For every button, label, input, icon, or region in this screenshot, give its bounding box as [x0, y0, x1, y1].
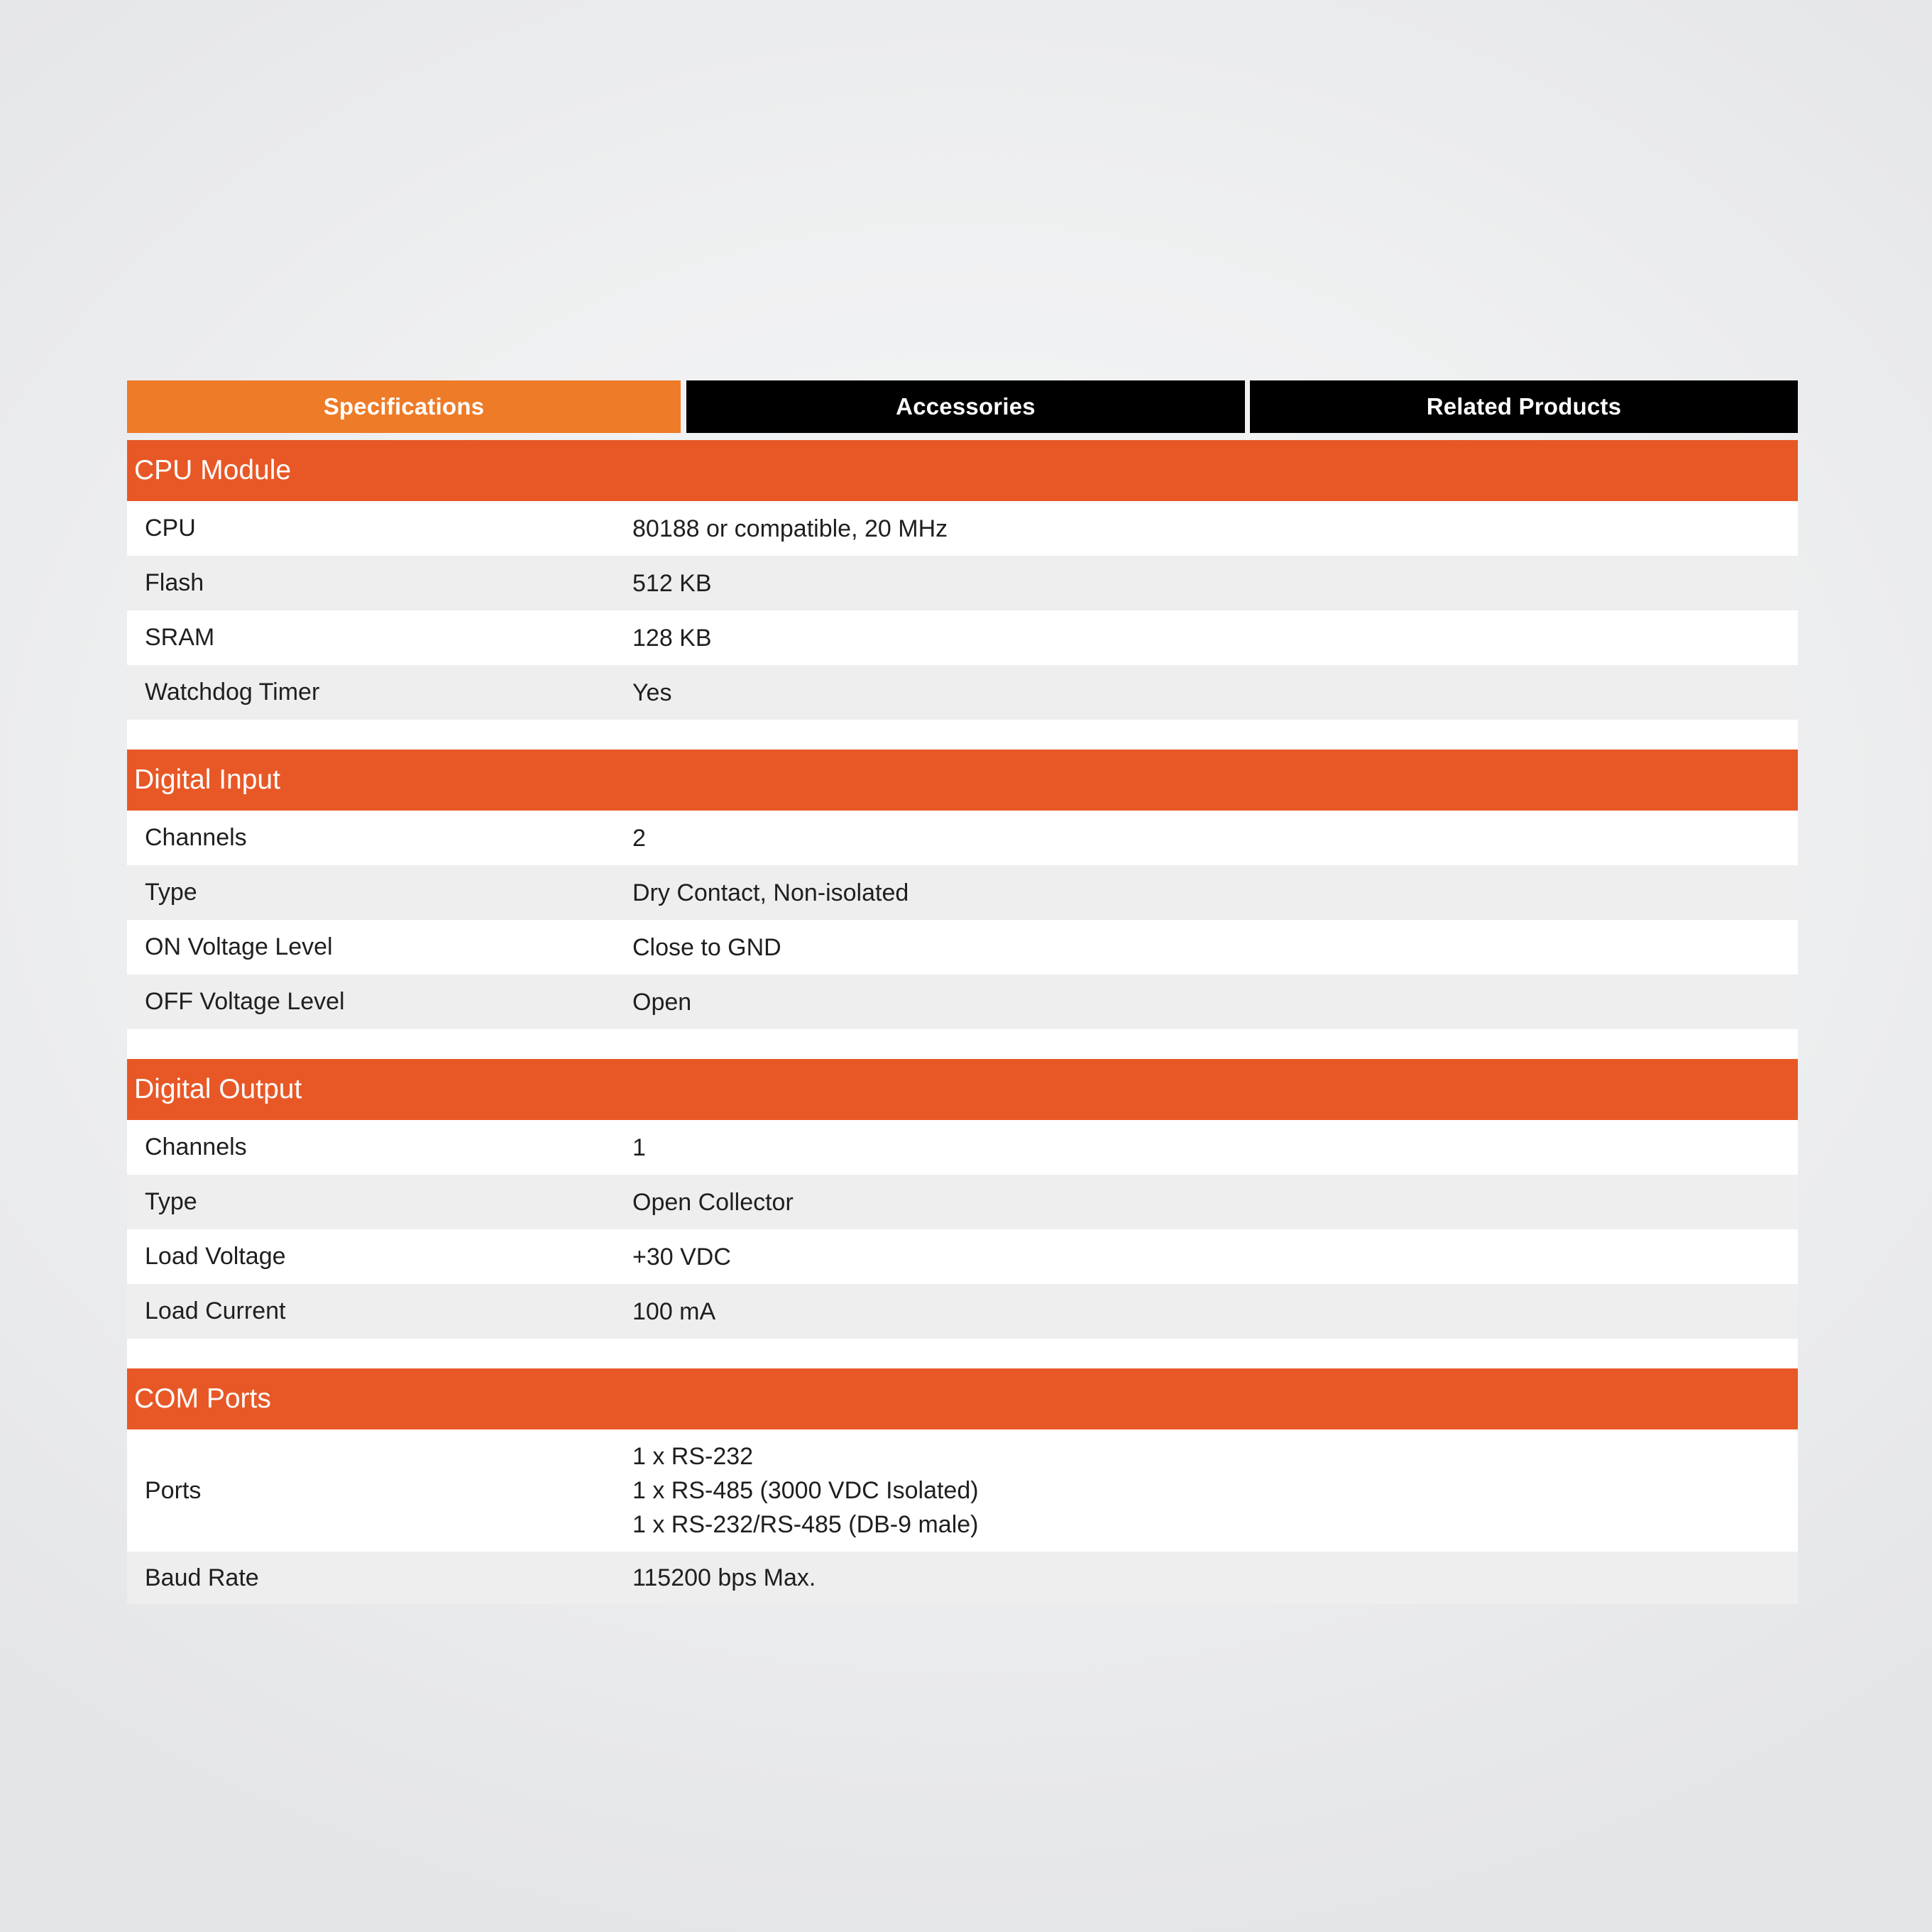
- table-row: [127, 975, 1798, 1029]
- spec-value: 2: [632, 824, 646, 852]
- table-row: [127, 865, 1798, 920]
- tab-accessories[interactable]: Accessories: [686, 380, 1245, 433]
- spec-value: [632, 1439, 1798, 1542]
- spec-value: Open Collector: [632, 1188, 794, 1216]
- table-row: [127, 610, 1798, 665]
- spec-label: Watchdog Timer: [145, 679, 320, 706]
- spec-value: Yes: [632, 679, 672, 706]
- section-com-ports: [127, 1368, 1798, 1604]
- spec-panel: [127, 380, 1798, 1604]
- spec-label: Load Current: [145, 1297, 286, 1324]
- spec-label: Type: [145, 879, 197, 906]
- spec-label: CPU: [145, 515, 196, 542]
- section-header: COM Ports: [127, 1368, 1798, 1429]
- spec-value: 100 mA: [632, 1297, 716, 1325]
- spec-label: Flash: [145, 569, 204, 596]
- section-digital-output: [127, 1059, 1798, 1368]
- spec-label: Channels: [145, 1134, 247, 1160]
- table-row: [127, 1229, 1798, 1284]
- section-divider: [127, 1339, 1798, 1368]
- spec-label: Type: [145, 1188, 197, 1215]
- spec-value: Dry Contact, Non-isolated: [632, 879, 909, 906]
- spec-label: OFF Voltage Level: [145, 988, 345, 1015]
- table-row: [127, 556, 1798, 610]
- section-header: Digital Output: [127, 1059, 1798, 1120]
- spec-value: 115200 bps Max.: [632, 1564, 816, 1591]
- spec-value-line: 1 x RS-232/RS-485 (DB-9 male): [632, 1511, 979, 1538]
- section-digital-input: [127, 750, 1798, 1059]
- section-divider: [127, 720, 1798, 750]
- spec-value: Close to GND: [632, 933, 781, 961]
- spec-value: 512 KB: [632, 569, 712, 597]
- table-row: [127, 1429, 1798, 1552]
- spec-value-line: 1 x RS-485 (3000 VDC Isolated): [632, 1477, 979, 1504]
- spec-label: Channels: [145, 824, 247, 851]
- spec-value-line: 1 x RS-232: [632, 1443, 754, 1470]
- spec-value: 80188 or compatible, 20 MHz: [632, 515, 948, 542]
- table-row: [127, 1120, 1798, 1175]
- section-header: Digital Input: [127, 750, 1798, 811]
- table-row: [127, 1175, 1798, 1229]
- table-row: [127, 665, 1798, 720]
- section-cpu-module: [127, 440, 1798, 750]
- section-divider: [127, 1029, 1798, 1059]
- spec-label: Ports: [145, 1476, 202, 1504]
- table-row: [127, 920, 1798, 975]
- spec-value: +30 VDC: [632, 1243, 731, 1270]
- table-row: [127, 1284, 1798, 1339]
- spec-label: Load Voltage: [145, 1243, 286, 1270]
- table-row: [127, 501, 1798, 556]
- section-header: CPU Module: [127, 440, 1798, 501]
- tab-specifications[interactable]: Specifications: [127, 380, 681, 433]
- spec-value: Open: [632, 988, 692, 1016]
- table-row: [127, 811, 1798, 865]
- spec-label: ON Voltage Level: [145, 933, 333, 960]
- tab-bar: [127, 380, 1798, 433]
- tab-related-products[interactable]: Related Products: [1250, 380, 1798, 433]
- spec-value: 128 KB: [632, 624, 712, 652]
- spec-label: Baud Rate: [145, 1564, 259, 1591]
- spec-label: SRAM: [145, 624, 215, 651]
- spec-value: 1: [632, 1134, 646, 1161]
- table-row: [127, 1552, 1798, 1604]
